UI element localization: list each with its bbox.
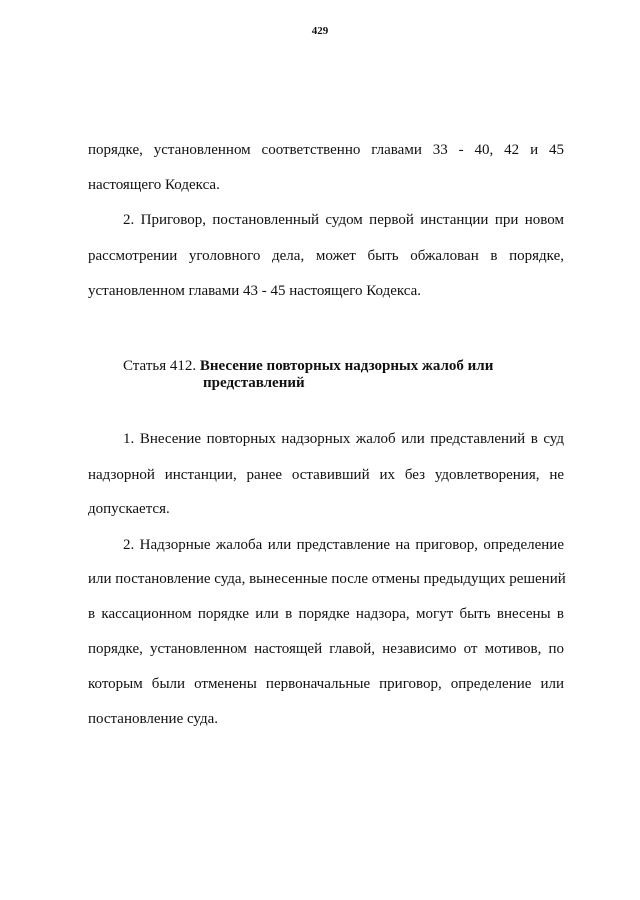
- text-line: установленном главами 43 - 45 настоящего Кодекса.: [88, 283, 422, 299]
- text-line: рассмотрении уголовного дела, может быть обжалован в порядке,: [88, 248, 564, 264]
- text-line: допускается.: [88, 501, 170, 517]
- text-line: 2. Надзорные жалоба или представление на приговор, определение: [123, 537, 564, 553]
- page-number: 429: [311, 25, 329, 37]
- article-title-continuation: представлений: [203, 375, 305, 391]
- text-line: которым были отменены первоначальные приговор, определение или: [88, 676, 564, 692]
- article-heading: [123, 357, 493, 375]
- text-line: порядке, установленном настоящей главой, независимо от мотивов, по: [88, 641, 564, 657]
- text-line: 1. Внесение повторных надзорных жалоб или представлений в суд: [123, 431, 564, 447]
- text-line: или постановление суда, вынесенные после отмены предыдущих решений: [88, 571, 566, 587]
- article-title: Внесение повторных надзорных жалоб или: [199, 358, 494, 374]
- text-line: 2. Приговор, постановленный судом первой инстанции при новом: [123, 212, 564, 228]
- text-line: порядке, установленном соответственно главами 33 - 40, 42 и 45: [88, 142, 564, 158]
- text-line: в кассационном порядке или в порядке надзора, могут быть внесены в: [88, 606, 564, 622]
- text-line: настоящего Кодекса.: [88, 177, 220, 193]
- text-line: надзорной инстанции, ранее оставивший их без удовлетворения, не: [88, 467, 564, 483]
- text-line: постановление суда.: [88, 711, 219, 727]
- article-number: Статья 412.: [123, 358, 200, 374]
